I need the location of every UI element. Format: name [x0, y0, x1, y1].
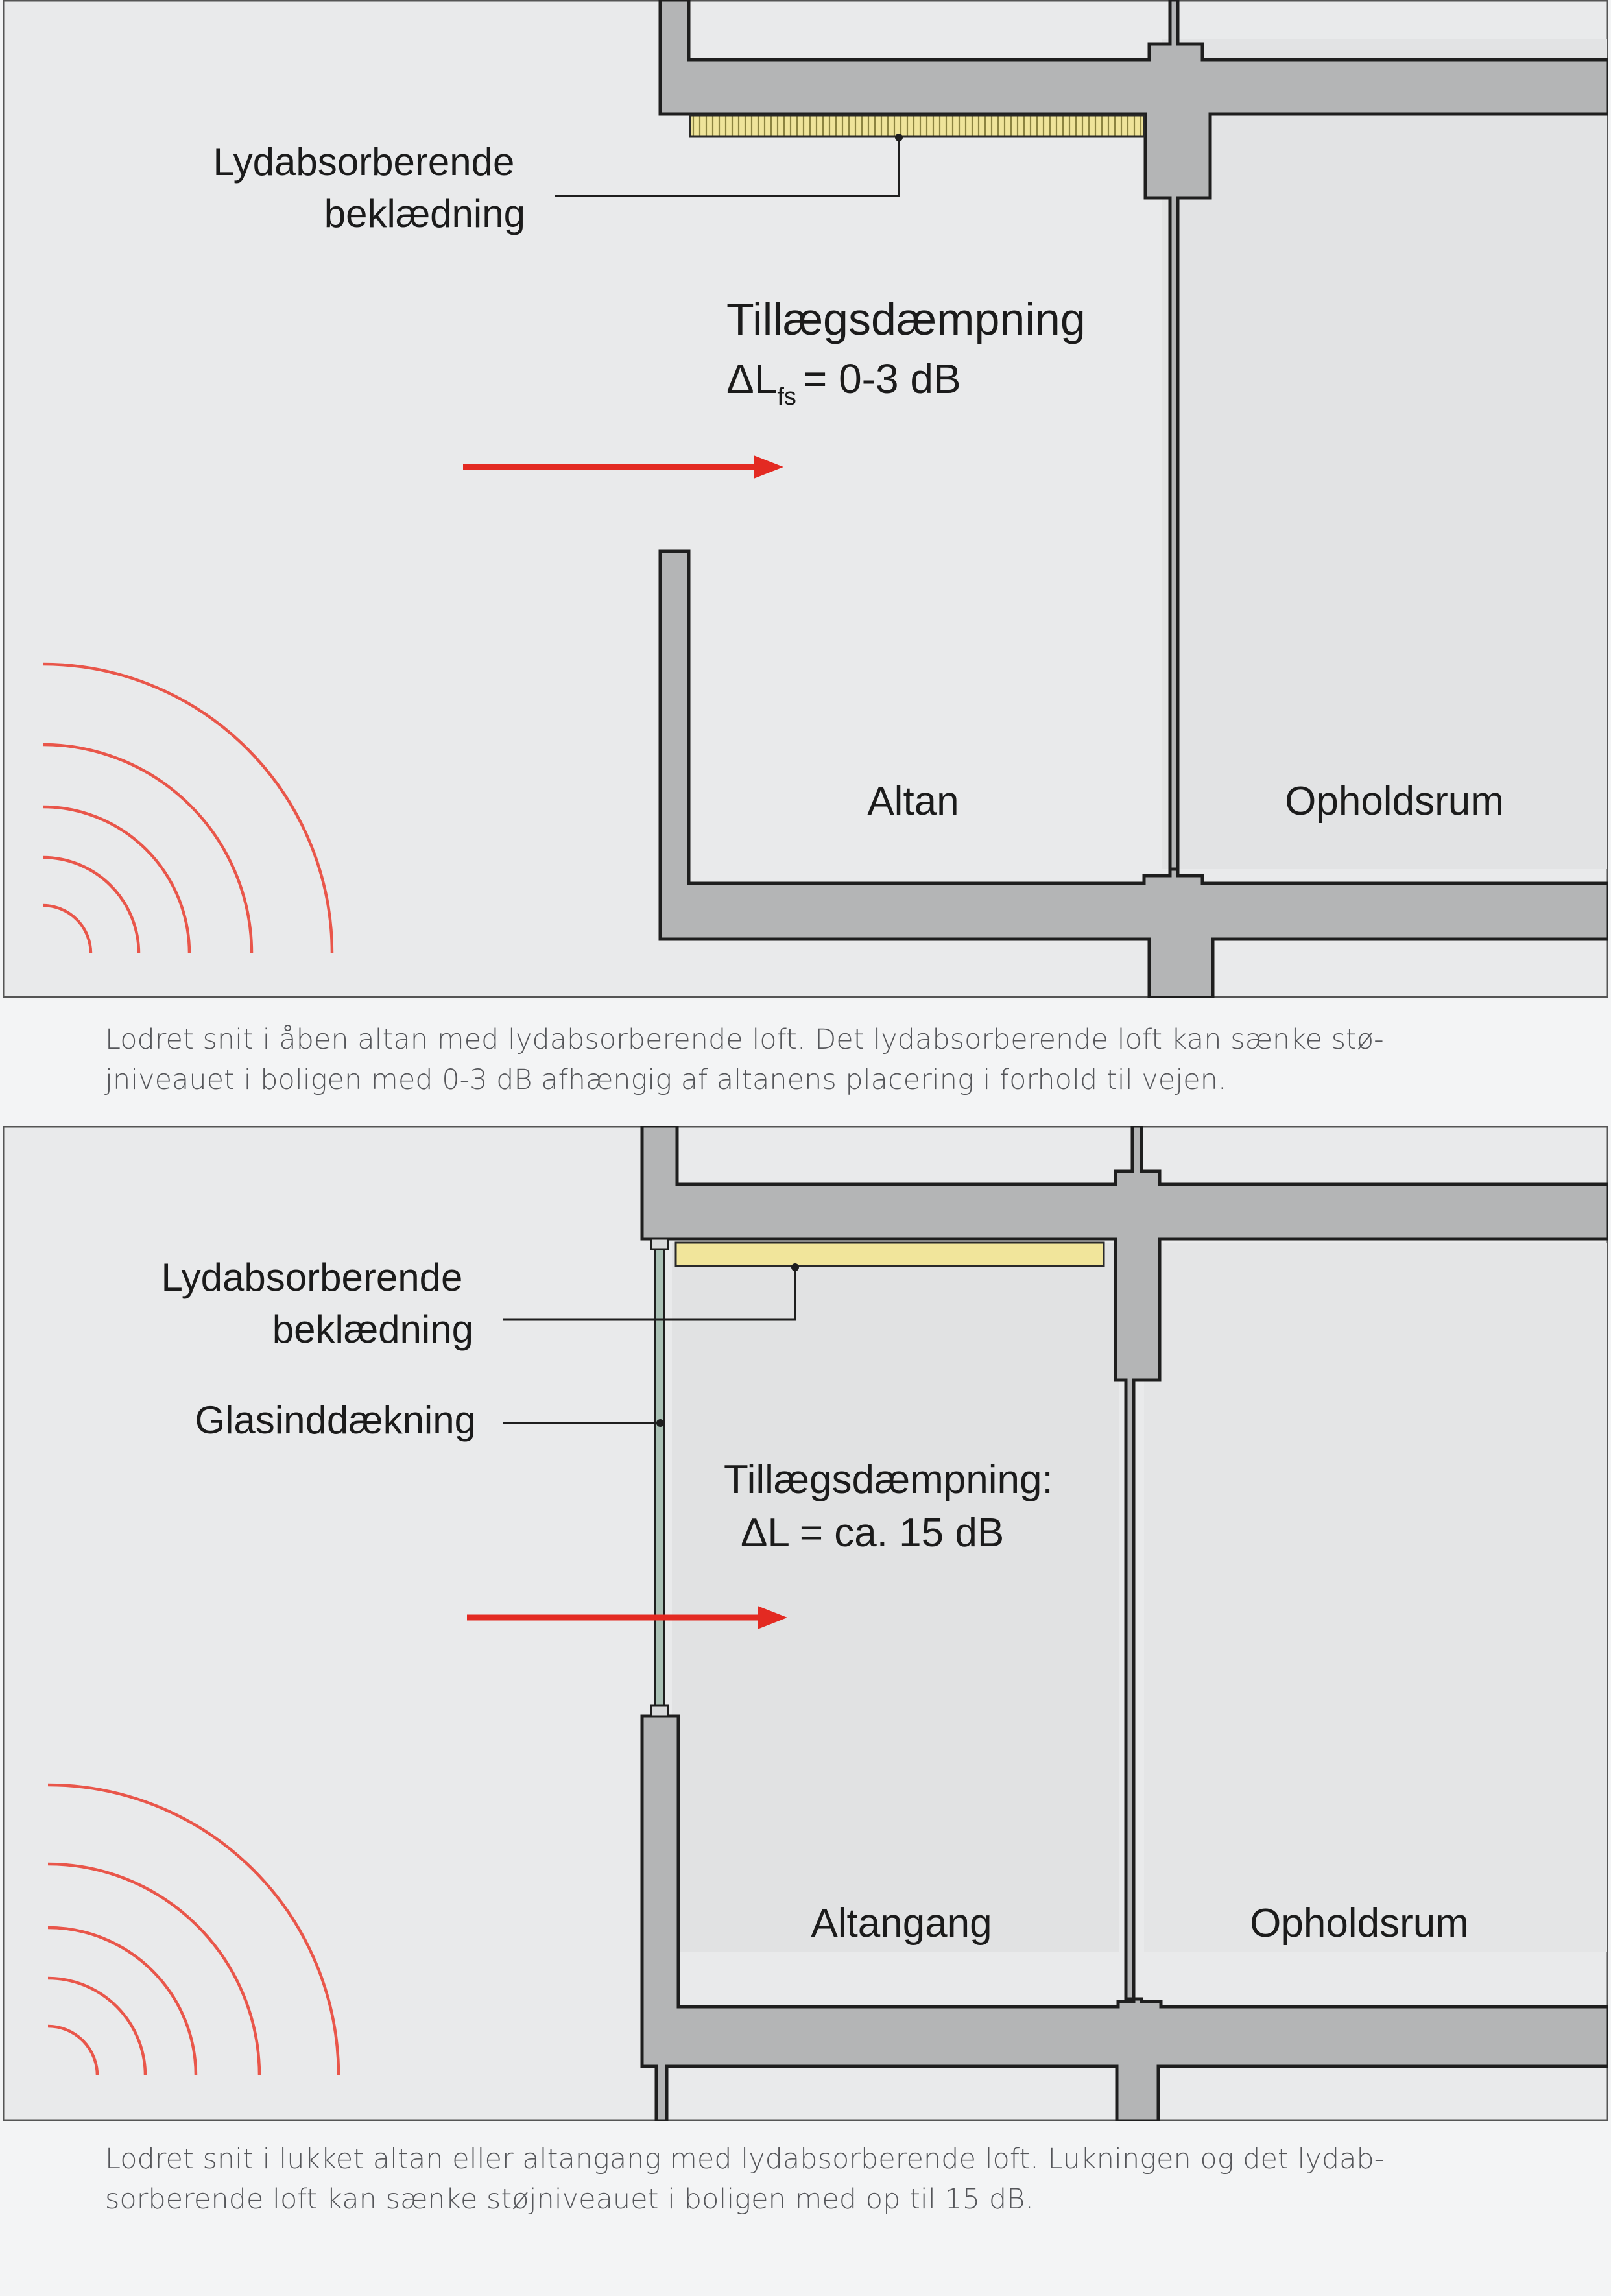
caption-open-balcony — [105, 1020, 1519, 1100]
sound-absorbing-ceiling — [690, 115, 1144, 136]
glazing-label: Glasinddækning — [195, 1398, 476, 1442]
closed-balcony-section-diagram — [3, 1126, 1608, 2121]
caption-line: Lodret snit i lukket altan eller altangang med lydabsorberende loft. Lukningen og det lydab- — [105, 2143, 1385, 2175]
caption-line: sorberende loft kan sænke støjniveauet i boligen med op til 15 dB. — [105, 2183, 1034, 2216]
absorber-leader-dot — [791, 1263, 799, 1271]
caption-line: Lodret snit i åben altan med lydabsorberende loft. Det lydabsorberende loft kan sænke stø- — [105, 1023, 1384, 1056]
living-room-area — [1162, 39, 1607, 869]
attenuation-value-text: = 0-3 dB — [802, 355, 961, 402]
glazing-leader-dot — [656, 1419, 664, 1427]
attenuation-title: Tillægsdæmpning: — [724, 1457, 1053, 1502]
gallery-area — [672, 1243, 1119, 1952]
caption-closed-balcony — [105, 2139, 1519, 2219]
room-label-living-room: Opholdsrum — [1285, 779, 1504, 824]
living-room-area — [1144, 1243, 1607, 1952]
open-balcony-section-diagram — [3, 0, 1608, 998]
room-label-living-room: Opholdsrum — [1250, 1901, 1469, 1946]
room-label-balcony: Altan — [867, 779, 959, 824]
absorber-label: Lydabsorberende beklædning — [161, 1256, 473, 1351]
absorber-leader-dot — [895, 134, 903, 141]
attenuation-title: Tillægsdæmpning — [726, 294, 1086, 344]
attenuation-symbol: ΔL — [726, 355, 778, 402]
absorber-label: Lydabsorberende beklædning — [213, 140, 525, 235]
attenuation-subscript: fs — [777, 383, 796, 411]
sound-absorbing-ceiling — [676, 1243, 1104, 1266]
caption-line: jniveauet i boligen med 0-3 dB afhængig af altanens placering i forhold til vejen. — [105, 1064, 1227, 1096]
attenuation-value: ΔL = ca. 15 dB — [741, 1511, 1005, 1555]
room-label-gallery: Altangang — [811, 1901, 992, 1946]
